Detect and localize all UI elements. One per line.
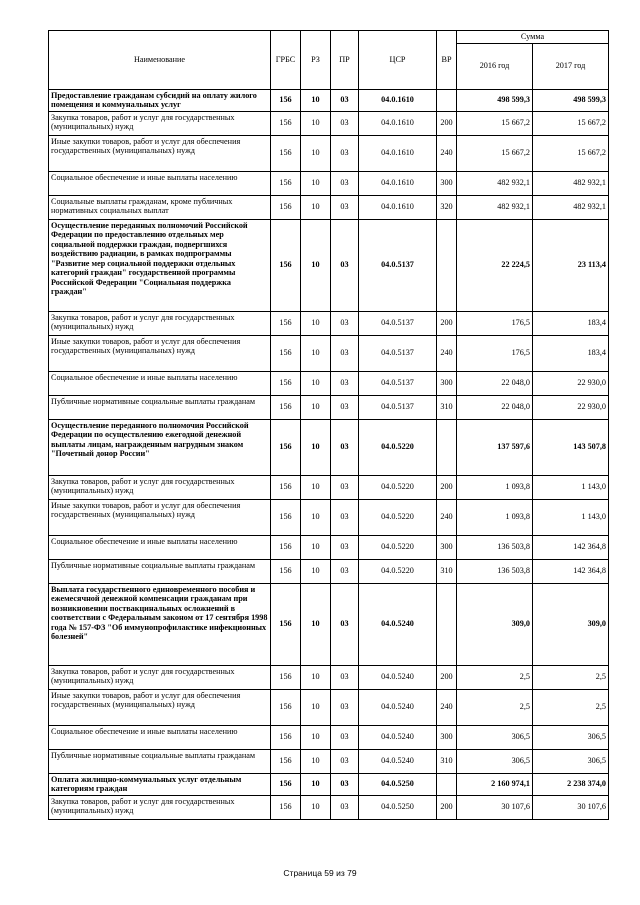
row-amount-2017: 306,5 xyxy=(533,749,609,773)
row-grbs: 156 xyxy=(271,135,301,171)
row-rz: 10 xyxy=(301,725,331,749)
row-name: Выплата государственного единовременного пособия и ежемесячной денежной компенсации гражданам при возникновении поствакцинальных осложнений в соответствии с Федеральным законом от 17 сентября 1998 года № 157-ФЗ "Об иммунопрофилактике инфекционных болезней" xyxy=(49,583,271,665)
row-amount-2016: 136 503,8 xyxy=(457,559,533,583)
row-rz: 10 xyxy=(301,171,331,195)
row-vr xyxy=(437,773,457,795)
row-amount-2016: 482 932,1 xyxy=(457,195,533,219)
row-grbs: 156 xyxy=(271,475,301,499)
row-rz: 10 xyxy=(301,371,331,395)
row-amount-2016: 309,0 xyxy=(457,583,533,665)
table-row xyxy=(49,583,609,665)
table-row xyxy=(49,689,609,725)
row-vr: 200 xyxy=(437,795,457,819)
row-name: Закупка товаров, работ и услуг для государственных (муниципальных) нужд xyxy=(49,111,271,135)
row-grbs: 156 xyxy=(271,219,301,311)
row-amount-2017: 142 364,8 xyxy=(533,535,609,559)
row-amount-2017: 30 107,6 xyxy=(533,795,609,819)
table-row xyxy=(49,195,609,219)
budget-table xyxy=(48,30,609,820)
row-csr: 04.0.5137 xyxy=(359,311,437,335)
row-grbs: 156 xyxy=(271,665,301,689)
row-csr: 04.0.5220 xyxy=(359,475,437,499)
row-pr: 03 xyxy=(331,195,359,219)
row-pr: 03 xyxy=(331,419,359,475)
row-vr: 240 xyxy=(437,135,457,171)
row-rz: 10 xyxy=(301,689,331,725)
header-2016: 2016 год xyxy=(457,43,533,89)
row-vr: 300 xyxy=(437,371,457,395)
row-amount-2017: 23 113,4 xyxy=(533,219,609,311)
row-pr: 03 xyxy=(331,749,359,773)
header-sum: Сумма xyxy=(457,31,609,44)
row-pr: 03 xyxy=(331,499,359,535)
table-row xyxy=(49,795,609,819)
row-amount-2017: 498 599,3 xyxy=(533,89,609,111)
row-amount-2017: 22 930,0 xyxy=(533,395,609,419)
row-csr: 04.0.5240 xyxy=(359,689,437,725)
table-row xyxy=(49,665,609,689)
row-grbs: 156 xyxy=(271,499,301,535)
table-row xyxy=(49,311,609,335)
row-grbs: 156 xyxy=(271,111,301,135)
row-rz: 10 xyxy=(301,335,331,371)
header-vr: ВР xyxy=(437,31,457,90)
row-rz: 10 xyxy=(301,795,331,819)
row-amount-2016: 1 093,8 xyxy=(457,499,533,535)
row-rz: 10 xyxy=(301,773,331,795)
row-grbs: 156 xyxy=(271,311,301,335)
row-name: Закупка товаров, работ и услуг для государственных (муниципальных) нужд xyxy=(49,795,271,819)
table-row xyxy=(49,419,609,475)
row-name: Иные закупки товаров, работ и услуг для обеспечения государственных (муниципальных) нужд xyxy=(49,499,271,535)
row-csr: 04.0.5137 xyxy=(359,395,437,419)
row-vr: 310 xyxy=(437,395,457,419)
row-amount-2016: 2 160 974,1 xyxy=(457,773,533,795)
row-vr: 300 xyxy=(437,535,457,559)
row-name: Иные закупки товаров, работ и услуг для обеспечения государственных (муниципальных) нужд xyxy=(49,689,271,725)
row-vr: 320 xyxy=(437,195,457,219)
row-vr: 200 xyxy=(437,475,457,499)
row-name: Осуществление переданных полномочий Российской Федерации по предоставлению отдельных мер социальной поддержки граждан, подвергшихся воздействию радиации, в рамках подпрограммы "Развитие мер социальной поддержки отдельных категорий граждан" государственной программы Российской Федерации "Социальная поддержка граждан" xyxy=(49,219,271,311)
row-rz: 10 xyxy=(301,583,331,665)
row-amount-2017: 22 930,0 xyxy=(533,371,609,395)
row-rz: 10 xyxy=(301,395,331,419)
row-grbs: 156 xyxy=(271,395,301,419)
row-name: Иные закупки товаров, работ и услуг для обеспечения государственных (муниципальных) нужд xyxy=(49,335,271,371)
row-amount-2017: 482 932,1 xyxy=(533,195,609,219)
row-rz: 10 xyxy=(301,665,331,689)
row-csr: 04.0.5250 xyxy=(359,795,437,819)
row-name: Социальное обеспечение и иные выплаты населению xyxy=(49,371,271,395)
row-grbs: 156 xyxy=(271,725,301,749)
row-amount-2017: 309,0 xyxy=(533,583,609,665)
row-vr: 240 xyxy=(437,499,457,535)
row-grbs: 156 xyxy=(271,419,301,475)
row-grbs: 156 xyxy=(271,535,301,559)
row-vr: 300 xyxy=(437,725,457,749)
table-row xyxy=(49,749,609,773)
row-rz: 10 xyxy=(301,219,331,311)
table-row xyxy=(49,371,609,395)
row-amount-2016: 2,5 xyxy=(457,689,533,725)
row-rz: 10 xyxy=(301,195,331,219)
table-row xyxy=(49,395,609,419)
row-amount-2016: 22 048,0 xyxy=(457,371,533,395)
row-amount-2017: 143 507,8 xyxy=(533,419,609,475)
row-grbs: 156 xyxy=(271,371,301,395)
header-rz: РЗ xyxy=(301,31,331,90)
row-csr: 04.0.5137 xyxy=(359,335,437,371)
row-grbs: 156 xyxy=(271,773,301,795)
row-csr: 04.0.5240 xyxy=(359,583,437,665)
row-csr: 04.0.5240 xyxy=(359,665,437,689)
row-vr: 240 xyxy=(437,335,457,371)
row-name: Публичные нормативные социальные выплаты гражданам xyxy=(49,749,271,773)
row-csr: 04.0.1610 xyxy=(359,111,437,135)
row-name: Социальное обеспечение и иные выплаты населению xyxy=(49,171,271,195)
row-amount-2017: 15 667,2 xyxy=(533,135,609,171)
row-rz: 10 xyxy=(301,419,331,475)
row-vr: 240 xyxy=(437,689,457,725)
row-grbs: 156 xyxy=(271,195,301,219)
row-amount-2016: 482 932,1 xyxy=(457,171,533,195)
row-csr: 04.0.5220 xyxy=(359,535,437,559)
header-grbs: ГРБС xyxy=(271,31,301,90)
row-grbs: 156 xyxy=(271,335,301,371)
table-row xyxy=(49,171,609,195)
row-pr: 03 xyxy=(331,725,359,749)
row-name: Закупка товаров, работ и услуг для государственных (муниципальных) нужд xyxy=(49,311,271,335)
row-amount-2017: 183,4 xyxy=(533,335,609,371)
row-pr: 03 xyxy=(331,311,359,335)
row-grbs: 156 xyxy=(271,689,301,725)
row-rz: 10 xyxy=(301,499,331,535)
row-csr: 04.0.5220 xyxy=(359,559,437,583)
row-pr: 03 xyxy=(331,219,359,311)
row-pr: 03 xyxy=(331,371,359,395)
row-vr xyxy=(437,583,457,665)
header-csr: ЦСР xyxy=(359,31,437,90)
row-amount-2016: 1 093,8 xyxy=(457,475,533,499)
row-vr: 200 xyxy=(437,311,457,335)
table-row xyxy=(49,499,609,535)
row-pr: 03 xyxy=(331,795,359,819)
row-grbs: 156 xyxy=(271,749,301,773)
row-grbs: 156 xyxy=(271,583,301,665)
row-vr: 310 xyxy=(437,749,457,773)
row-amount-2016: 306,5 xyxy=(457,749,533,773)
table-row xyxy=(49,219,609,311)
row-amount-2017: 15 667,2 xyxy=(533,111,609,135)
row-pr: 03 xyxy=(331,475,359,499)
row-amount-2016: 30 107,6 xyxy=(457,795,533,819)
row-rz: 10 xyxy=(301,559,331,583)
row-vr xyxy=(437,219,457,311)
row-name: Предоставление гражданам субсидий на оплату жилого помещения и коммунальных услуг xyxy=(49,89,271,111)
row-amount-2017: 306,5 xyxy=(533,725,609,749)
row-name: Публичные нормативные социальные выплаты гражданам xyxy=(49,395,271,419)
row-amount-2017: 2 238 374,0 xyxy=(533,773,609,795)
table-row xyxy=(49,725,609,749)
row-rz: 10 xyxy=(301,111,331,135)
table-row xyxy=(49,135,609,171)
row-name: Оплата жилищно-коммунальных услуг отдельным категориям граждан xyxy=(49,773,271,795)
row-amount-2016: 176,5 xyxy=(457,311,533,335)
row-name: Иные закупки товаров, работ и услуг для обеспечения государственных (муниципальных) нужд xyxy=(49,135,271,171)
row-rz: 10 xyxy=(301,89,331,111)
page-number: Страница 59 из 79 xyxy=(283,868,357,878)
row-pr: 03 xyxy=(331,583,359,665)
row-name: Социальное обеспечение и иные выплаты населению xyxy=(49,725,271,749)
row-amount-2016: 498 599,3 xyxy=(457,89,533,111)
table-row xyxy=(49,535,609,559)
row-name: Социальное обеспечение и иные выплаты населению xyxy=(49,535,271,559)
row-csr: 04.0.5137 xyxy=(359,219,437,311)
row-pr: 03 xyxy=(331,335,359,371)
row-grbs: 156 xyxy=(271,559,301,583)
row-csr: 04.0.5240 xyxy=(359,725,437,749)
row-amount-2016: 176,5 xyxy=(457,335,533,371)
row-grbs: 156 xyxy=(271,89,301,111)
row-csr: 04.0.5220 xyxy=(359,419,437,475)
row-pr: 03 xyxy=(331,535,359,559)
table-row xyxy=(49,773,609,795)
table-row xyxy=(49,475,609,499)
row-pr: 03 xyxy=(331,171,359,195)
row-amount-2016: 15 667,2 xyxy=(457,111,533,135)
table-row xyxy=(49,89,609,111)
row-csr: 04.0.5240 xyxy=(359,749,437,773)
row-pr: 03 xyxy=(331,773,359,795)
row-csr: 04.0.1610 xyxy=(359,89,437,111)
row-vr: 310 xyxy=(437,559,457,583)
row-csr: 04.0.1610 xyxy=(359,135,437,171)
row-pr: 03 xyxy=(331,689,359,725)
row-amount-2016: 306,5 xyxy=(457,725,533,749)
row-grbs: 156 xyxy=(271,795,301,819)
row-vr xyxy=(437,89,457,111)
row-csr: 04.0.5250 xyxy=(359,773,437,795)
row-amount-2017: 1 143,0 xyxy=(533,475,609,499)
row-vr: 300 xyxy=(437,171,457,195)
table-row xyxy=(49,559,609,583)
row-csr: 04.0.5137 xyxy=(359,371,437,395)
header-2017: 2017 год xyxy=(533,43,609,89)
row-vr: 200 xyxy=(437,111,457,135)
row-name: Публичные нормативные социальные выплаты гражданам xyxy=(49,559,271,583)
row-rz: 10 xyxy=(301,311,331,335)
row-amount-2017: 482 932,1 xyxy=(533,171,609,195)
row-grbs: 156 xyxy=(271,171,301,195)
row-pr: 03 xyxy=(331,395,359,419)
table-row xyxy=(49,111,609,135)
row-rz: 10 xyxy=(301,135,331,171)
row-rz: 10 xyxy=(301,749,331,773)
row-pr: 03 xyxy=(331,111,359,135)
row-name: Социальные выплаты гражданам, кроме публичных нормативных социальных выплат xyxy=(49,195,271,219)
row-rz: 10 xyxy=(301,535,331,559)
row-pr: 03 xyxy=(331,559,359,583)
row-amount-2016: 22 224,5 xyxy=(457,219,533,311)
row-vr xyxy=(437,419,457,475)
row-name: Закупка товаров, работ и услуг для государственных (муниципальных) нужд xyxy=(49,475,271,499)
row-amount-2017: 1 143,0 xyxy=(533,499,609,535)
row-pr: 03 xyxy=(331,665,359,689)
header-name: Наименование xyxy=(49,31,271,90)
row-name: Закупка товаров, работ и услуг для государственных (муниципальных) нужд xyxy=(49,665,271,689)
row-csr: 04.0.5220 xyxy=(359,499,437,535)
row-amount-2017: 183,4 xyxy=(533,311,609,335)
row-amount-2017: 2,5 xyxy=(533,665,609,689)
row-csr: 04.0.1610 xyxy=(359,195,437,219)
row-vr: 200 xyxy=(437,665,457,689)
row-amount-2016: 2,5 xyxy=(457,665,533,689)
row-csr: 04.0.1610 xyxy=(359,171,437,195)
header-pr: ПР xyxy=(331,31,359,90)
row-amount-2016: 136 503,8 xyxy=(457,535,533,559)
row-name: Осуществление переданного полномочия Российской Федерации по осуществлению ежегодной денежной выплаты лицам, награжденным нагрудным знаком "Почетный донор России" xyxy=(49,419,271,475)
row-amount-2016: 22 048,0 xyxy=(457,395,533,419)
row-amount-2016: 15 667,2 xyxy=(457,135,533,171)
table-row xyxy=(49,335,609,371)
row-amount-2017: 142 364,8 xyxy=(533,559,609,583)
row-rz: 10 xyxy=(301,475,331,499)
row-amount-2017: 2,5 xyxy=(533,689,609,725)
row-amount-2016: 137 597,6 xyxy=(457,419,533,475)
row-pr: 03 xyxy=(331,135,359,171)
row-pr: 03 xyxy=(331,89,359,111)
